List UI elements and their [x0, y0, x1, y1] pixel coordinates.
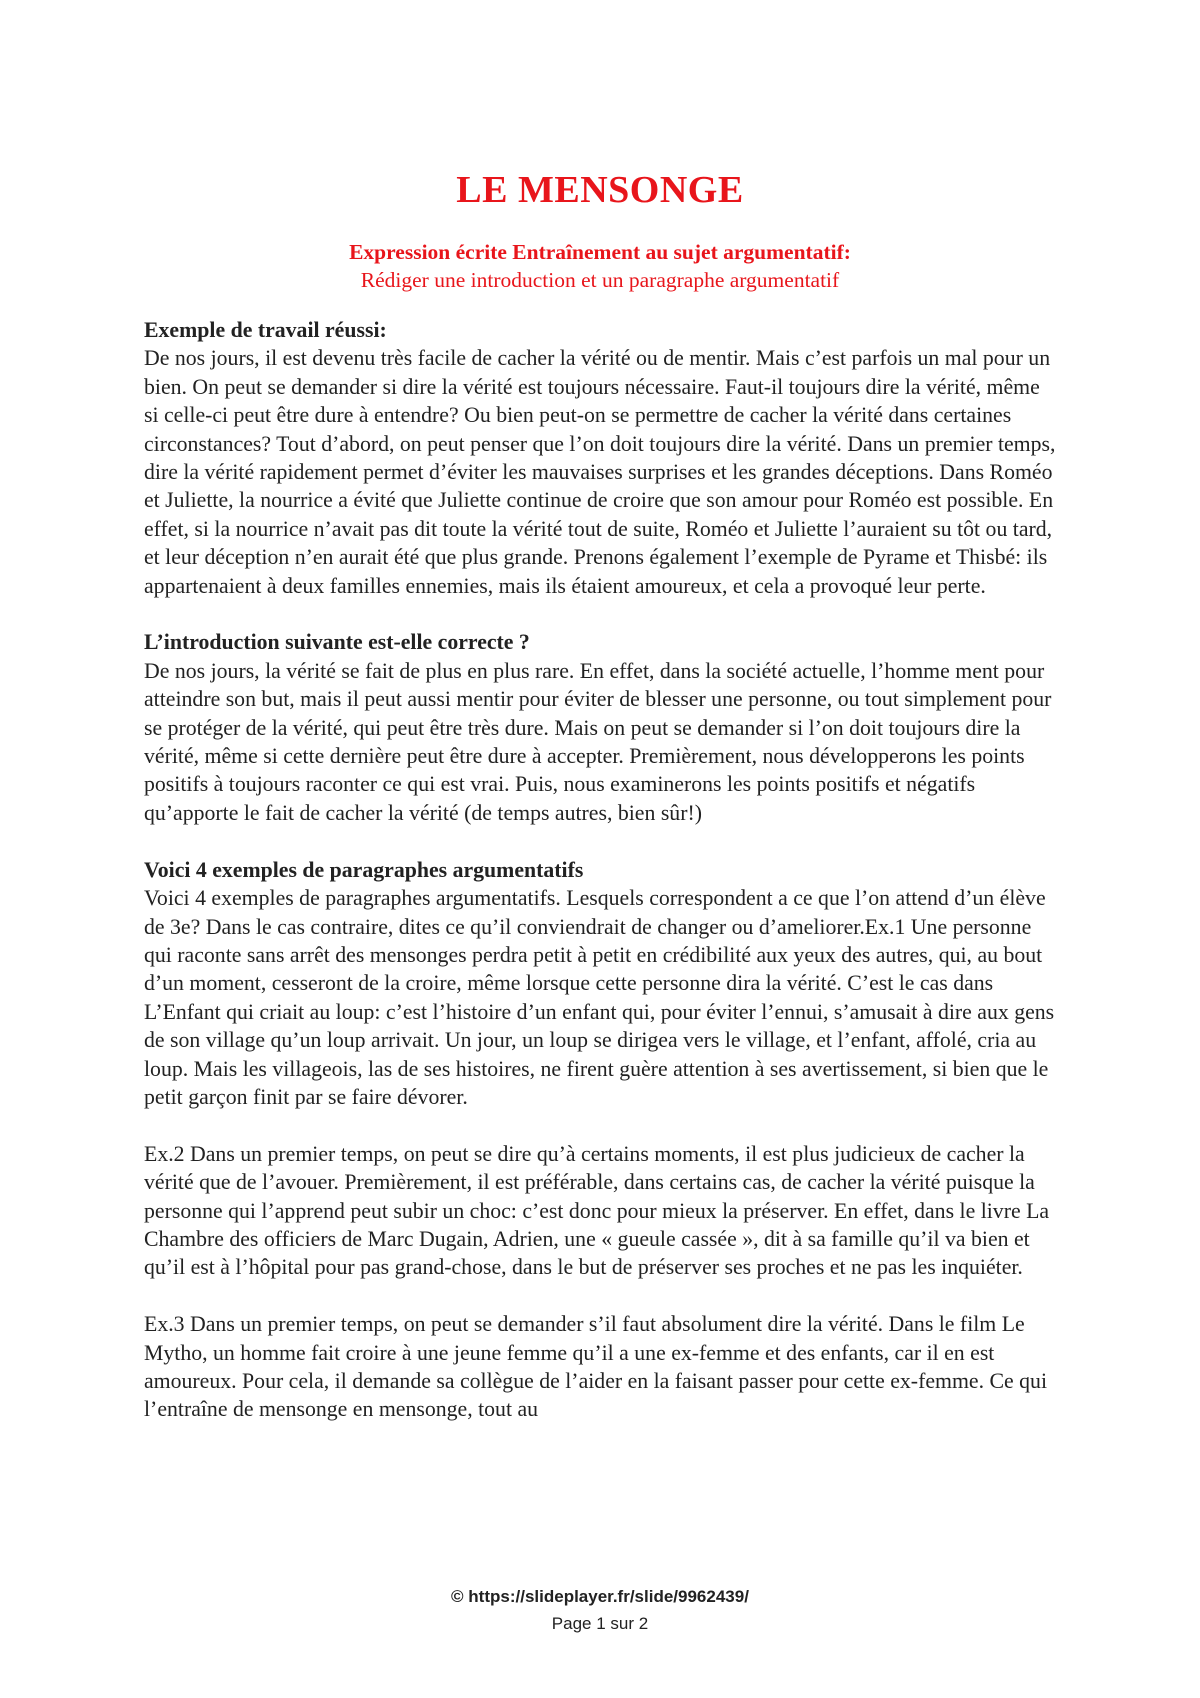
- example-2-paragraph: Ex.2 Dans un premier temps, on peut se dire qu’à certains moments, il est plus judicieux de cacher la vérité que de l’avouer. Premièrement, il est préférable, dans certains cas, de cacher la vérité puisque la personne qui l’apprend peut subir un choc: c’est donc pour mieux la préserver. En effet, dans le livre La Chambre des officiers de Marc Dugain, Adrien, une « gueule cassée », dit à sa famille qu’il va bien et qu’il est à l’hôpital pour pas grand-chose, dans le but de préserver ses proches et ne pas les inquiéter.: [144, 1141, 1050, 1280]
- footer-source-link[interactable]: © https://slideplayer.fr/slide/9962439/: [451, 1587, 749, 1606]
- document-title: LE MENSONGE: [456, 169, 744, 211]
- page-footer: [144, 1583, 1056, 1637]
- section-heading-introduction: L’introduction suivante est-elle correcte ?: [144, 630, 530, 655]
- example-3-paragraph: Ex.3 Dans un premier temps, on peut se demander s’il faut absolument dire la vérité. Dans le film Le Mytho, un homme fait croire à une jeune femme qu’il a une ex-femme et des enfants, car il en est amoureux. Pour cela, il demande sa collègue de l’aider en la faisant passer pour cette ex-femme. Ce qui l’entraîne de mensonge en mensonge, tout au: [144, 1312, 1047, 1422]
- section-text-introduction: De nos jours, la vérité se fait de plus en plus rare. En effet, dans la société actuelle, l’homme ment pour atteindre son but, mais il peut aussi mentir pour éviter de blesser une personne, ou tout simplement pour se protéger de la vérité, qui peut être très dure. Mais on peut se demander si l’on doit toujours dire la vérité, même si cette dernière peut être dure à accepter. Premièrement, nous développerons les points positifs à toujours raconter ce qui est vrai. Puis, nous examinerons les points positifs et négatifs qu’apporte le fait de cacher la vérité (de temps autres, bien sûr!): [144, 658, 1052, 825]
- section-heading-example: Exemple de travail réussi:: [144, 318, 387, 342]
- section-text-paragraphs: Voici 4 exemples de paragraphes argumentatifs. Lesquels correspondent a ce que l’on attend d’un élève de 3e? Dans le cas contraire, dites ce qu’il conviendrait de changer ou d’ameliorer.Ex.1 Une personne qui raconte sans arrêt des mensonges perdra petit à petit en crédibilité aux yeux des autres, qui, au bout d’un moment, cesseront de la croire, même lorsque cette personne dira la vérité. C’est le cas dans L’Enfant qui criait au loup: c’est l’histoire d’un enfant qui, pour éviter l’ennui, s’amusait à dire aux gens de son village qu’un loup arrivait. Un jour, un loup se dirigea vers le village, et l’enfant, affolé, cria au loup. Mais les villageois, las de ses histoires, ne firent guère attention à ses avertissement, si bien que le petit garçon finit par se faire dévorer.: [144, 886, 1055, 1109]
- section-paragraph-examples: [144, 856, 1056, 1112]
- section-text-example: De nos jours, il est devenu très facile de cacher la vérité ou de mentir. Mais c’est parfois un mal pour un bien. On peut se demander si dire la vérité est toujours nécessaire. Faut-il toujours dire la vérité, même si celle-ci peut être dure à entendre? Ou bien peut-on se permettre de cacher la vérité dans certaines circonstances? Tout d’abord, on peut penser que l’on doit toujours dire la vérité. Dans un premier temps, dire la vérité rapidement permet d’éviter les mauvaises surprises et les grandes déceptions. Dans Roméo et Juliette, la nourrice a évité que Juliette continue de croire que son amour pour Roméo est possible. En effet, si la nourrice n’avait pas dit toute la vérité tout de suite, Roméo et Juliette l’auraient su tôt ou tard, et leur déception n’en aurait été que plus grande. Prenons également l’exemple de Pyrame et Thisbé: ils appartenaient à deux familles ennemies, mais ils étaient amoureux, et cela a provoqué leur perte.: [144, 346, 1056, 598]
- document-body: [144, 316, 1056, 1452]
- subtitle-line-1: Expression écrite Entraînement au sujet argumentatif:: [349, 240, 851, 264]
- document-subtitle: [144, 238, 1056, 294]
- subtitle-line-2: Rédiger une introduction et un paragraphe argumentatif: [360, 268, 840, 292]
- section-example-success: [144, 316, 1056, 600]
- section-heading-paragraphs: Voici 4 exemples de paragraphes argumentatifs: [144, 857, 584, 882]
- section-introduction: [144, 628, 1056, 827]
- footer-page-number: Page 1 sur 2: [551, 1614, 649, 1633]
- document-page: [144, 0, 1056, 1698]
